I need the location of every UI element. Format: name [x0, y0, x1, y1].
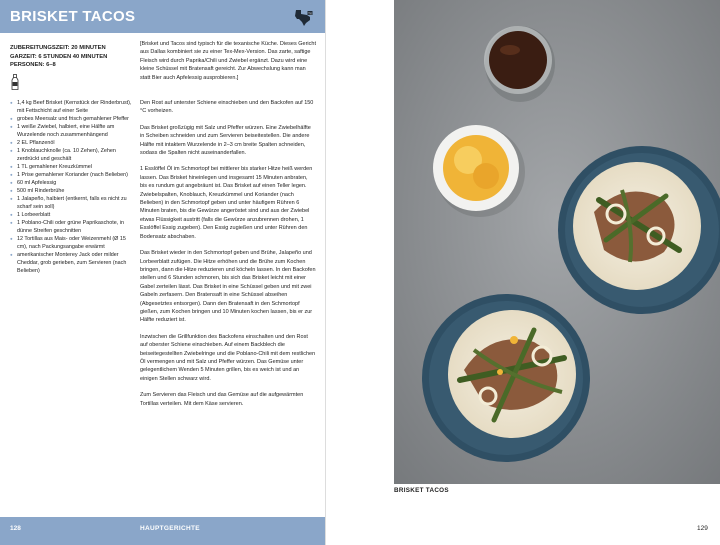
prep-time: ZUBEREITUNGSZEIT: 20 MINUTEN	[10, 45, 106, 51]
ingredient-item: ● 1 Jalapeño, halbiert (entkernt, falls es nicht zu scharf sein soll)	[10, 195, 132, 211]
ingredient-item: ● 1 Knoblauchknolle (ca. 10 Zehen), Zehen zerdrückt und geschält	[10, 147, 132, 163]
taco-plate-upper	[558, 146, 720, 314]
photo-caption: BRISKET TACOS	[394, 487, 449, 494]
bottle-icon	[10, 74, 20, 90]
ingredient-item: ● 1 Poblano-Chili oder grüne Paprikaschote, in dünne Streifen geschnitten	[10, 219, 132, 235]
cook-time: GARZEIT: 6 STUNDEN 40 MINUTEN	[10, 53, 108, 60]
page-number-left: 128	[10, 525, 21, 532]
ingredient-item: ● 1 TL gemahlener Kreuzkümmel	[10, 163, 132, 171]
method-steps	[140, 99, 316, 416]
ingredient-item: ● 1 Prise gemahlener Koriander (nach Belieben)	[10, 171, 132, 179]
recipe-meta	[10, 44, 128, 70]
ingredient-item: ● 1,4 kg Beef Brisket (Kernstück der Rinderbrust), mit Fettschicht auf einer Seite	[10, 99, 132, 115]
method-step: Das Brisket wieder in den Schmortopf geben und Brühe, Jalapeño und Lorbeerblatt zufügen. Die Hitze erhöhen und die Brühe zum Kochen bringen, dann die Hitze reduzieren und köcheln lassen. In den Backofen stellen und 6 Stunden schmoren, bis sich das Brisket leicht mit einer Gabel zerteilen lässt. Das Brisket in eine Schüssel geben und mit zwei Gabeln zerfasern. Den Bratensaft in eine Schüssel abseihen (Abgesetztes entsorgen). Dann den Bratensaft in den Schmortopf gießen, zum Kochen bringen und 10 Minuten kochen lassen, bis er zur Hälfte reduziert ist.	[140, 250, 316, 324]
ingredient-item: ● grobes Meersalz und frisch gemahlener Pfeffer	[10, 115, 132, 123]
gutter	[325, 0, 326, 545]
method-step: Zum Servieren das Fleisch und das Gemüse auf die aufgewärmten Tortillas verteilen. Mit dem Käse servieren.	[140, 392, 304, 407]
taco-plate-lower	[422, 294, 590, 462]
recipe-title: BRISKET TACOS	[10, 8, 136, 25]
ingredient-list	[10, 99, 132, 275]
svg-text:TX: TX	[308, 11, 312, 16]
ingredient-item: ● 1 Lorbeerblatt	[10, 211, 132, 219]
recipe-intro: [Brisket und Tacos sind typisch für die texanische Küche. Dieses Gericht aus Dallas kombiniert sie zu einer Tex-Mex-Version. Das zarte, saftige Fleisch wird durch Paprika/Chili und Zwiebel ergänzt. Dazu wird eine kleine Schüssel mit Bratensaft gereicht. Zur Abwechslung kann man statt Bier auch Apfelessig ausprobieren.]	[140, 41, 316, 81]
ingredient-item: ● 2 EL Pflanzenöl	[10, 139, 132, 147]
method-step: 1 Esslöffel Öl im Schmortopf bei mittlerer bis starker Hitze heiß werden lassen. Das Brisket hineinlegen und insgesamt 15 Minuten anbraten, bis es rundum gut angebräunt ist. Das Brisket auf einen Teller legen. Zwiebelspalten, Knoblauch, Kreuzkümmel und Koriander (nach Belieben) in den Schmortopf geben und unter häufigem Rühren 6 Minuten braten, bis die Gewürze angeröstet sind und aus der Zwiebel etwas Flüssigkeit austritt (falls die Gewürze anzubrennen drohen, 1 Esslöffel Essig zugeben). Den Essig zugießen und unter Rühren den Bodensatz abschaben.	[140, 166, 313, 240]
servings: PERSONEN: 6–8	[10, 62, 56, 68]
ingredient-item: ● 500 ml Rinderbrühe	[10, 187, 132, 195]
tacos-photo	[394, 0, 720, 484]
ingredient-item: ● 60 ml Apfelessig	[10, 179, 132, 187]
ingredient-item: ● 12 Tortillas aus Mais- oder Weizenmehl (Ø 15 cm), nach Packungsangabe erwärmt	[10, 235, 132, 251]
texas-map-icon	[292, 6, 314, 28]
ingredient-item: ● amerikanischer Monterey Jack oder milder Cheddar, grob gerieben, zum Servieren (nach Belieben)	[10, 251, 132, 275]
section-title: HAUPTGERICHTE	[140, 525, 200, 532]
method-step: Inzwischen die Grillfunktion des Backofens einschalten und den Rost auf oberster Schiene einschieben. Auf einem Backblech die beiseitegestellten Zwiebelringe und die Poblano-Chili mit dem restlichen Öl vermengen und mit Salz und Pfeffer würzen. Das Gemüse unter gelegentlichem Wenden 5 Minuten grillen, bis es weich ist und an einigen Stellen schwarz wird.	[140, 333, 316, 382]
ingredient-item: ● 1 weiße Zwiebel, halbiert, eine Hälfte am Wurzelende noch zusammenhängend	[10, 123, 132, 139]
method-step: Das Brisket großzügig mit Salz und Pfeffer würzen. Eine Zwiebelhälfte in Scheiben schneiden und zum Servieren beiseitestellen. Die andere Hälfte mit intaktem Wurzelende in 2–3 cm breite Spalten schneiden, sodass die Spalten nicht auseinanderfallen.	[140, 124, 311, 157]
page-number-right: 129	[697, 525, 708, 532]
method-step: Den Rost auf unterster Schiene einschieben und den Backofen auf 150 °C vorheizen.	[140, 100, 314, 115]
left-page	[0, 0, 326, 545]
